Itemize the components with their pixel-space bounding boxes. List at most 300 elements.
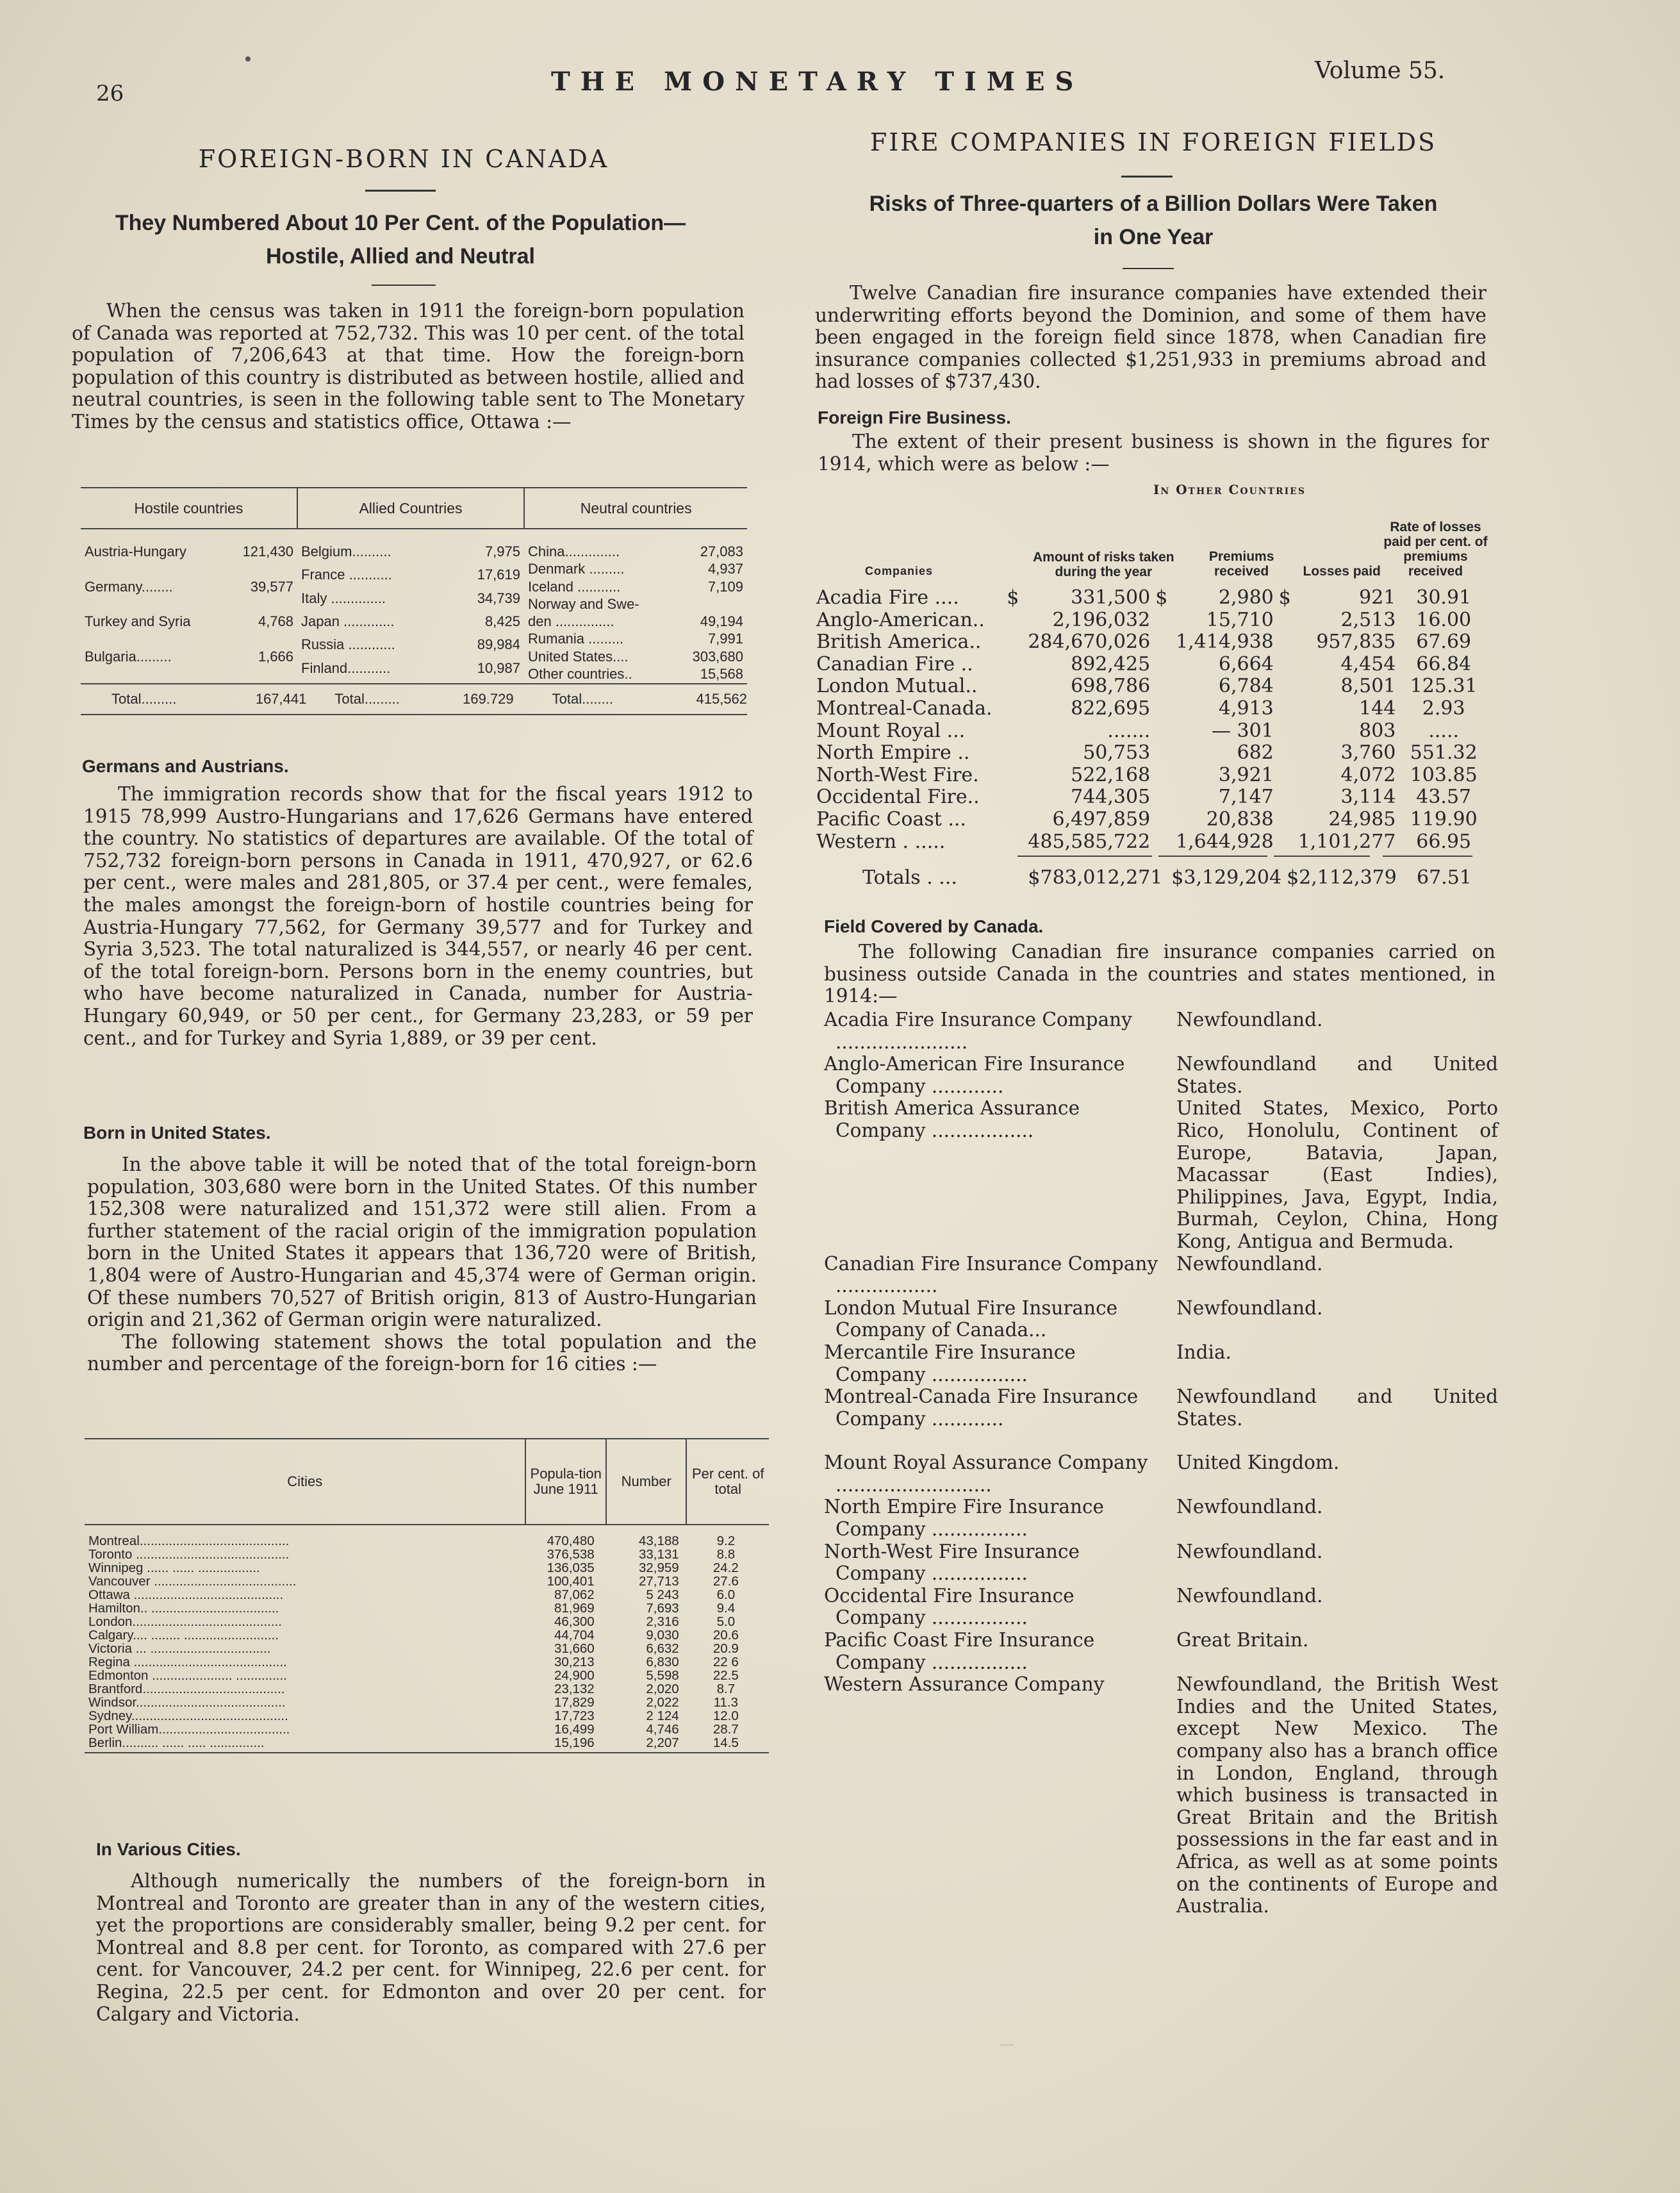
city-name: Berlin.......... ...... ..... ............... [88, 1735, 265, 1750]
total-label-neutral: Total........ [552, 691, 613, 707]
field-destination: Newfoundland. [1176, 1252, 1323, 1275]
company-name: Montreal-Canada. [816, 697, 992, 720]
city-name: Windsor......................................... [88, 1695, 286, 1710]
fire-total-risks: $783,012,271 [1028, 866, 1163, 890]
loss-rate: 119.90 [1410, 807, 1478, 831]
loss-rate: ..... [1428, 719, 1460, 742]
losses-dollar [1276, 720, 1296, 743]
allied-count: 34,739 [477, 590, 520, 606]
city-percent: 11.3 [713, 1695, 739, 1710]
field-list [824, 1009, 1498, 1917]
field-destination: Newfoundland, the British West Indies and the United States, except New Mexico. The company also has a branch office in London, England, through which business is transacted in Great Britain and the British possessions in the far east and in Africa, as well as at some points on the continents of Europe and Australia. [1176, 1673, 1498, 1917]
city-name: Brantford....................................... [88, 1682, 285, 1696]
field-destination: Newfoundland. [1176, 1296, 1323, 1319]
hostile-row [81, 649, 297, 684]
field-destination: Newfoundland and United States. [1176, 1386, 1498, 1430]
heading-field-covered: Field Covered by Canada. [824, 916, 1044, 936]
losses-dollar [1276, 698, 1296, 720]
risks-dollar [1004, 765, 1022, 787]
premiums-dollar [1153, 831, 1172, 854]
premiums-dollar [1153, 720, 1172, 743]
premiums-amount: 1,414,938 [1176, 631, 1274, 654]
company-name: London Mutual.. [816, 675, 978, 698]
loss-rate: 2.93 [1422, 697, 1465, 720]
city-name: Montreal......................................... [88, 1534, 290, 1548]
volume-label: Volume 55. [1315, 58, 1445, 84]
fire-row [814, 587, 1489, 609]
neutral-country: den ............... [528, 613, 614, 629]
risks-amount: ....... [1107, 719, 1151, 742]
field-row [824, 1629, 1498, 1673]
field-row [824, 1673, 1498, 1917]
premiums-dollar [1153, 631, 1172, 654]
field-company: Anglo-American Fire Insurance Company ............ [824, 1053, 1125, 1097]
neutral-country: Iceland ........... [528, 578, 621, 595]
losses-dollar [1276, 809, 1296, 831]
allied-row [297, 590, 524, 613]
losses-amount: 4,072 [1340, 763, 1396, 786]
risks-dollar [1004, 831, 1022, 854]
risks-amount: 892,425 [1071, 652, 1151, 675]
risks-amount: 698,786 [1071, 675, 1151, 698]
premiums-amount: 7,147 [1218, 786, 1274, 809]
city-name: Hamilton.. ................................... [88, 1601, 279, 1616]
fire-row [814, 786, 1489, 809]
city-population: 17,829 [554, 1695, 595, 1710]
premiums-amount: 3,921 [1218, 763, 1274, 786]
city-name: Ottawa ......................................... [88, 1587, 284, 1602]
city-population: 24,900 [554, 1668, 595, 1683]
losses-amount: 144 [1359, 697, 1396, 720]
us-paragraph-2: The following statement shows the total population and the number and percentage of the foreign-born for 16 cities :— [87, 1330, 757, 1375]
allied-row [297, 567, 524, 590]
city-row [85, 1696, 769, 1709]
city-percent: 22 6 [712, 1655, 739, 1669]
right-subtitle-line1: Risks of Three-quarters of a Billion Dollars Were Taken [869, 192, 1438, 216]
heading-foreign-business: Foreign Fire Business. [818, 408, 1011, 427]
hostile-country: Bulgaria......... [85, 648, 172, 665]
risks-amount: 822,695 [1071, 697, 1151, 720]
allied-row [297, 660, 524, 683]
fire-row [814, 698, 1489, 720]
losses-amount: 957,835 [1316, 631, 1396, 654]
risks-amount: 50,753 [1083, 741, 1151, 765]
city-row [85, 1601, 769, 1615]
city-row [85, 1709, 769, 1723]
city-foreign-born: 2,207 [646, 1735, 679, 1750]
city-row [85, 1682, 769, 1696]
city-population: 30,213 [554, 1655, 595, 1669]
loss-rate: 551.32 [1410, 741, 1478, 765]
city-foreign-born: 4,746 [646, 1722, 679, 1737]
losses-dollar [1276, 675, 1296, 698]
city-foreign-born: 5 243 [646, 1587, 679, 1602]
fire-header-companies: Companies [865, 565, 934, 577]
city-name: Sydney........................................... [88, 1709, 288, 1723]
city-percent: 27.6 [712, 1574, 739, 1589]
field-destination: Newfoundland. [1176, 1009, 1323, 1030]
fire-row [814, 831, 1489, 854]
business-paragraph: The extent of their present business is shown in the figures for 1914, which were as below :— [818, 431, 1489, 475]
city-row [85, 1575, 769, 1588]
field-destination: United States, Mexico, Porto Rico, Honolulu, Continent of Europe, Batavia, Japan, Macassar (East Indies), Philippines, Java, Egypt, India, Burmah, Ceylon, China, Hong Kong, Antigua and Bermuda. [1176, 1097, 1498, 1252]
city-population: 46,300 [554, 1614, 595, 1629]
neutral-list [524, 543, 747, 683]
city-population: 470,480 [547, 1534, 595, 1548]
left-subtitle-line2: Hostile, Allied and Neutral [265, 244, 536, 269]
losses-dollar [1276, 631, 1296, 654]
city-row [85, 1561, 769, 1575]
total-neutral: 415,562 [696, 691, 747, 707]
us-section [87, 1154, 757, 1375]
fire-total-label: Totals . ... [862, 866, 957, 890]
field-company: Occidental Fire Insurance Company ................ [824, 1584, 1075, 1629]
city-foreign-born: 43,188 [638, 1534, 679, 1548]
city-percent: 24.2 [712, 1560, 739, 1575]
field-row [824, 1297, 1498, 1341]
subtitle-rule [372, 285, 436, 286]
risks-amount: 331,500 [1071, 586, 1151, 609]
field-row [824, 1097, 1498, 1252]
city-percent: 8.8 [716, 1547, 736, 1562]
fire-header-risks: Amount of risks taken during the year [1033, 550, 1174, 579]
losses-dollar [1276, 654, 1296, 676]
hostile-row [81, 613, 297, 649]
neutral-count: 49,194 [700, 613, 743, 629]
hostile-count: 121,430 [242, 543, 293, 559]
city-row [85, 1628, 769, 1642]
city-population: 376,538 [547, 1547, 595, 1562]
neutral-row [524, 666, 747, 683]
cities-section [96, 1870, 766, 2025]
fire-row [814, 742, 1489, 765]
company-name: Pacific Coast ... [816, 807, 966, 831]
city-name: Calgary.... ........ .......................... [88, 1628, 279, 1643]
risks-dollar [1004, 609, 1022, 632]
fire-row [814, 720, 1489, 743]
neutral-country: Denmark ......... [528, 561, 625, 577]
company-name: Occidental Fire.. [816, 786, 980, 809]
field-row [824, 1341, 1498, 1386]
city-row [85, 1669, 769, 1682]
premiums-amount: 2,980 [1218, 586, 1274, 609]
city-name: Edmonton ...................... .............. [88, 1668, 287, 1683]
risks-dollar [1004, 654, 1022, 676]
cities-rows [85, 1534, 769, 1750]
city-percent: 14.5 [712, 1735, 739, 1750]
losses-amount: 8,501 [1340, 675, 1396, 698]
business-section [818, 431, 1489, 475]
company-name: Mount Royal ... [816, 719, 966, 742]
city-foreign-born: 2,020 [646, 1682, 679, 1696]
risks-dollar [1004, 809, 1022, 831]
losses-amount: 3,114 [1340, 786, 1396, 809]
neutral-country: Other countries.. [528, 665, 632, 682]
risks-dollar [1004, 786, 1022, 809]
hostile-row [81, 579, 297, 614]
losses-amount: 24,985 [1328, 807, 1396, 831]
fire-group-header: In Other Countries [1153, 482, 1306, 497]
library-stamp: ····· [1000, 2040, 1014, 2051]
company-name: North-West Fire. [816, 763, 979, 786]
fire-header-premiums: Premiums received [1208, 549, 1274, 579]
fire-row [814, 609, 1489, 632]
allied-count: 17,619 [477, 567, 520, 583]
fire-row [814, 809, 1489, 831]
right-subtitle [801, 187, 1506, 254]
right-subtitle-rule [1123, 268, 1174, 269]
cities-header-population: Popula-tion June 1911 [525, 1439, 605, 1524]
city-name: Winnipeg ...... ...... ................. [88, 1560, 260, 1575]
total-label-hostile: Total......... [111, 691, 177, 707]
city-foreign-born: 7,693 [646, 1601, 679, 1616]
losses-amount: 2,513 [1340, 608, 1396, 631]
hostile-list [81, 543, 297, 683]
field-destination: Newfoundland. [1176, 1584, 1323, 1607]
right-intro [815, 282, 1486, 393]
premiums-amount: 682 [1237, 741, 1274, 765]
neutral-row [524, 631, 747, 648]
neutral-country: United States.... [528, 648, 629, 665]
hostile-country: Turkey and Syria [85, 613, 191, 629]
allied-count: 89,984 [477, 636, 520, 653]
fire-row [814, 654, 1489, 676]
allied-country: Finland........... [301, 659, 391, 676]
city-percent: 20.6 [712, 1628, 739, 1643]
city-foreign-born: 6,632 [646, 1641, 679, 1656]
hostile-country: Germany........ [85, 578, 173, 595]
field-company: Montreal-Canada Fire Insurance Company ............ [824, 1386, 1139, 1430]
city-percent: 9.2 [716, 1534, 736, 1548]
risks-amount: 284,670,026 [1028, 631, 1151, 654]
risks-amount: 2,196,032 [1052, 608, 1151, 631]
city-foreign-born: 2,316 [646, 1614, 679, 1629]
risks-dollar [1004, 631, 1022, 654]
left-article-title: FOREIGN-BORN IN CANADA [198, 145, 609, 173]
fire-row [814, 675, 1489, 698]
premiums-amount: — 301 [1211, 719, 1274, 742]
countries-table [81, 487, 747, 715]
company-name: Canadian Fire .. [816, 652, 973, 675]
loss-rate: 43.57 [1416, 786, 1472, 809]
neutral-count: 27,083 [700, 543, 743, 559]
header-hostile: Hostile countries [81, 488, 298, 528]
germans-section [83, 783, 753, 1049]
field-company: North-West Fire Insurance Company ................ [824, 1540, 1080, 1585]
losses-amount: 3,760 [1340, 741, 1396, 765]
premiums-amount: 6,784 [1218, 675, 1274, 698]
field-row [824, 1009, 1498, 1053]
field-row [824, 1253, 1498, 1297]
fire-row [814, 631, 1489, 654]
neutral-country: China.............. [528, 543, 620, 559]
city-foreign-born: 9,030 [646, 1628, 679, 1643]
allied-country: Italy .............. [301, 590, 386, 606]
premiums-dollar [1153, 675, 1172, 698]
fire-totals [814, 867, 1489, 890]
losses-dollar [1276, 742, 1296, 765]
city-name: Port William.................................... [88, 1722, 290, 1737]
losses-dollar: $ [1278, 586, 1291, 609]
city-percent: 8.7 [716, 1682, 736, 1696]
city-row [85, 1534, 769, 1548]
losses-dollar [1276, 831, 1296, 854]
right-subtitle-line2: in One Year [1093, 225, 1214, 249]
fire-rows [814, 587, 1489, 853]
fire-total-rate: 67.51 [1416, 866, 1472, 890]
left-intro-paragraph: When the census was taken in 1911 the foreign-born population of Canada was reported at 752,732. This was 10 per cent. of the total population of 7,206,643 at that time. How the foreign-born population of this country is distributed as between hostile, allied and neutral countries, is seen in the following table sent to The Monetary Times by the census and statistics office, Ottawa :— [72, 300, 745, 433]
neutral-row [524, 543, 747, 561]
losses-dollar [1276, 765, 1296, 787]
cities-table [85, 1438, 769, 1753]
field-destination: United Kingdom. [1176, 1452, 1340, 1474]
left-subtitle-line1: They Numbered About 10 Per Cent. of the Population— [115, 211, 686, 235]
city-population: 100,401 [547, 1574, 595, 1589]
hostile-country: Austria-Hungary [85, 543, 186, 559]
left-subtitle [64, 206, 737, 273]
premiums-dollar: $ [1155, 586, 1168, 609]
field-company: Mount Royal Assurance Company .......................... [824, 1452, 1148, 1496]
total-hostile: 167,441 [255, 691, 307, 707]
city-population: 23,132 [554, 1682, 595, 1696]
fire-header-rate: Rate of losses paid per cent. of premiums received [1383, 520, 1488, 579]
masthead: THE MONETARY TIMES [551, 67, 1084, 97]
city-name: Toronto .......................................... [88, 1547, 290, 1562]
field-company: London Mutual Fire Insurance Company of Canada... [824, 1296, 1118, 1341]
germans-paragraph: The immigration records show that for the fiscal years 1912 to 1915 78,999 Austro-Hungarians and 17,626 Germans have entered the country. No statistics of departures are available. Of the total of 752,732 foreign-born persons in Canada in 1911, 470,927, or 62.6 per cent., were males and 281,805, or 37.4 per cent., were females, the males amongst the foreign-born of hostile countries being for Austria-Hungary 77,562, for Germany 39,577 and for Turkey and Syria 3,523. The total naturalized is 344,557, or nearly 46 per cent. of the total foreign-born. Persons born in the enemy countries, but who have become naturalized in Canada, number for Austria-Hungary 60,949, or 50 per cent., for Germany 23,283, or 59 per cent., and for Turkey and Syria 1,889, or 39 per cent. [83, 783, 753, 1049]
allied-country: Belgium.......... [301, 543, 391, 559]
premiums-dollar [1153, 609, 1172, 632]
city-foreign-born: 27,713 [638, 1574, 679, 1589]
fire-table [814, 496, 1489, 890]
loss-rate: 66.84 [1416, 652, 1472, 675]
city-population: 44,704 [554, 1628, 595, 1643]
city-row [85, 1736, 769, 1750]
premiums-dollar [1153, 742, 1172, 765]
allied-country: Japan ............. [301, 613, 395, 629]
losses-amount: 4,454 [1340, 652, 1396, 675]
premiums-dollar [1153, 654, 1172, 676]
city-row [85, 1655, 769, 1669]
city-population: 17,723 [554, 1709, 595, 1723]
heading-cities: In Various Cities. [96, 1839, 241, 1859]
neutral-row [524, 649, 747, 666]
cities-header-city: Cities [287, 1473, 323, 1489]
field-destination: Newfoundland. [1176, 1496, 1323, 1518]
premiums-amount: 1,644,928 [1176, 830, 1274, 853]
neutral-count: 7,991 [707, 631, 743, 647]
field-company: Western Assurance Company [824, 1673, 1105, 1696]
risks-dollar [1004, 698, 1022, 720]
field-paragraph: The following Canadian fire insurance companies carried on business outside Canada in the countries and states mentioned, in 1914:— [824, 941, 1495, 1007]
neutral-count: 7,109 [707, 578, 743, 595]
hostile-row [81, 543, 297, 579]
neutral-row [524, 613, 747, 631]
allied-row [297, 613, 524, 636]
fire-row [814, 765, 1489, 787]
title-rule [365, 190, 436, 192]
field-company: Canadian Fire Insurance Company ................. [824, 1252, 1158, 1297]
neutral-row [524, 579, 747, 596]
us-paragraph-1: In the above table it will be noted that of the total foreign-born population, 303,680 were born in the United States. Of this number 152,308 were naturalized and 151,372 were still alien. From a further statement of the racial origin of the immigration population born in the United States it appears that 136,720 were of British, 1,804 were of Austro-Hungarian and 45,374 were of German origin. Of these numbers 70,527 of British origin, 813 of Austro-Hungarian origin and 21,362 of German origin were naturalized. [87, 1154, 757, 1331]
city-percent: 28.7 [712, 1722, 739, 1737]
risks-dollar [1004, 675, 1022, 698]
loss-rate: 125.31 [1410, 675, 1478, 698]
neutral-row [524, 561, 747, 578]
city-row [85, 1548, 769, 1561]
risks-dollar [1004, 720, 1022, 743]
city-population: 136,035 [547, 1560, 595, 1575]
fire-header-losses: Losses paid [1303, 564, 1381, 579]
neutral-count [673, 596, 747, 613]
city-foreign-born: 32,959 [638, 1560, 679, 1575]
hostile-count: 4,768 [258, 613, 293, 629]
heading-us: Born in United States. [83, 1123, 271, 1143]
risks-amount: 485,585,722 [1028, 830, 1151, 853]
premiums-amount: 6,664 [1218, 652, 1274, 675]
city-population: 16,499 [554, 1722, 595, 1737]
allied-country: France ........... [301, 567, 392, 583]
city-name: Vancouver ....................................... [88, 1574, 297, 1589]
loss-rate: 66.95 [1416, 830, 1472, 853]
city-foreign-born: 2 124 [646, 1709, 679, 1723]
allied-count: 7,975 [484, 543, 520, 559]
losses-amount: 803 [1359, 719, 1396, 742]
risks-amount: 522,168 [1071, 763, 1151, 786]
city-foreign-born: 5,598 [646, 1668, 679, 1683]
city-population: 15,196 [554, 1735, 595, 1750]
losses-dollar [1276, 609, 1296, 632]
allied-country: Russia ............ [301, 636, 395, 653]
neutral-country: Rumania ......... [528, 631, 624, 647]
page-number: 26 [96, 81, 124, 106]
risks-dollar: $ [1007, 586, 1019, 609]
loss-rate: 67.69 [1416, 631, 1472, 654]
right-intro-paragraph: Twelve Canadian fire insurance companies have extended their underwriting efforts beyond the Dominion, and some of them have been engaged in the foreign field since 1878, when Canadian fire insurance companies collected $1,251,933 in premiums abroad and had losses of $737,430. [815, 282, 1486, 393]
city-percent: 20.9 [712, 1641, 739, 1656]
field-destination: Great Britain. [1176, 1629, 1309, 1651]
header-neutral: Neutral countries [580, 500, 692, 517]
neutral-row [524, 596, 747, 613]
loss-rate: 30.91 [1416, 586, 1472, 609]
field-section [824, 941, 1495, 1007]
right-title-rule [1121, 176, 1173, 178]
header-allied: Allied Countries [298, 488, 525, 528]
premiums-dollar [1153, 765, 1172, 787]
city-percent: 5.0 [716, 1614, 736, 1629]
neutral-count: 303,680 [692, 648, 743, 665]
premiums-amount: 4,913 [1218, 697, 1274, 720]
premiums-dollar [1153, 786, 1172, 809]
field-company: Pacific Coast Fire Insurance Company ................ [824, 1629, 1095, 1673]
ink-speck [245, 56, 251, 62]
field-company: Acadia Fire Insurance Company ...................... [824, 1009, 1132, 1053]
risks-dollar [1004, 742, 1022, 765]
loss-rate: 16.00 [1416, 608, 1472, 631]
losses-dollar [1276, 786, 1296, 809]
field-company: British America Assurance Company ................. [824, 1097, 1080, 1141]
left-intro [72, 300, 745, 433]
cities-header-percent: Per cent. of total [686, 1439, 769, 1524]
city-row [85, 1615, 769, 1628]
city-row [85, 1588, 769, 1601]
loss-rate: 103.85 [1410, 763, 1478, 786]
city-population: 81,969 [554, 1601, 595, 1616]
neutral-country: Norway and Swe- [528, 595, 639, 612]
field-row [824, 1053, 1498, 1097]
city-name: London......................................... [88, 1614, 282, 1629]
field-row [824, 1496, 1498, 1540]
